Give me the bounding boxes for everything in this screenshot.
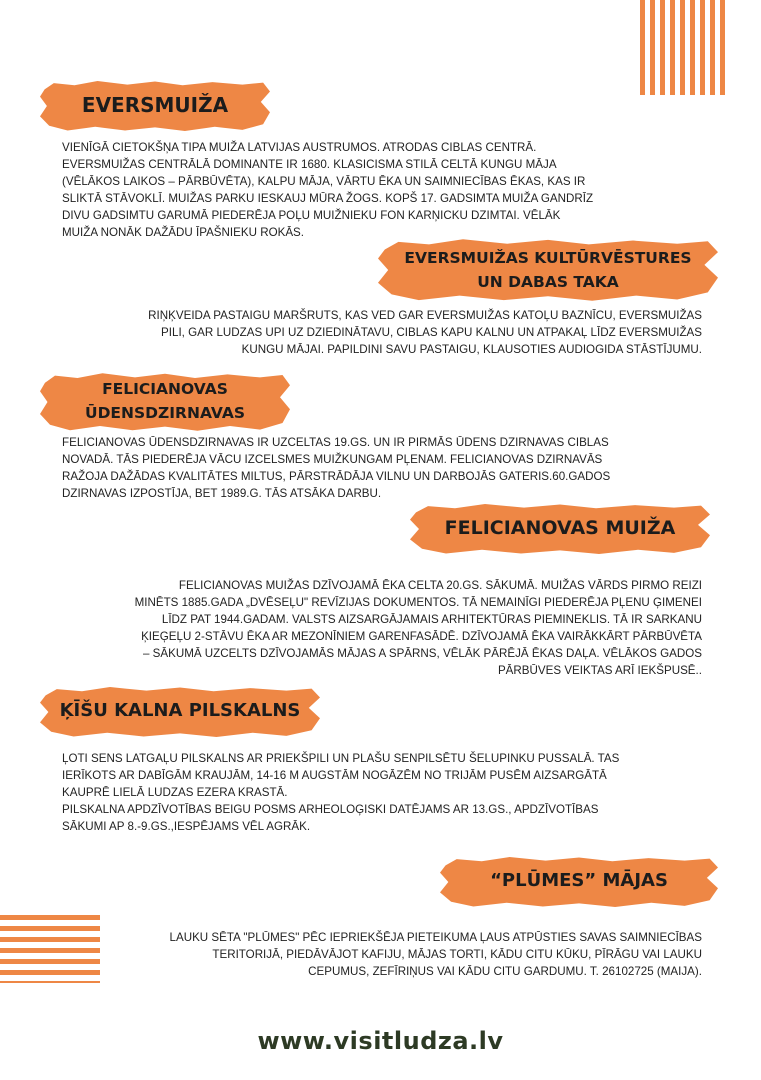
website-link[interactable]: www.visitludza.lv [257, 1027, 504, 1055]
section-text: VIENĪGĀ CIETOKŠŅA TIPA MUIŽA LATVIJAS AUSTRUMOS. ATRODAS CIBLAS CENTRĀ. EVERSMUIŽAS CENTRĀLĀ DOMINANTE IR 1680. KLASICISMA STILĀ CELTĀ KUNGU MĀJA (VĒLĀKOS LAIKOS – PĀRBŪVĒTA), KALPU MĀJA, VĀRTU ĒKA UN SAIMNIECĪBAS ĒKAS, KAS IR SLIKTĀ STĀVOKLĪ. MUIŽAS PARKU IESKAUJ MŪRA ŽOGS. KOPŠ 17. GADSIMTA MUIŽA GANDRĪZ DIVU GADSIMTU GARUMĀ PIEDERĒJA POĻU MUIŽNIEKU FON KARŅICKU DZIMTAI. VĒLĀK MUIŽA NONĀK DAŽĀDU ĪPAŠNIEKU ROKĀS. [62, 141, 594, 239]
section-text: RIŅĶVEIDA PASTAIGU MARŠRUTS, KAS VED GAR EVERSMUIŽAS KATOĻU BAZNĪCU, EVERSMUIŽAS PILI, GAR LUDZAS UPI UZ DZIEDINĀTAVU, CIBLAS KAPU KALNU UN ATPAKAĻ LĪDZ EVERSMUIŽAS KUNGU MĀJAI. PAPILDINI SAVU PASTAIGU, KLAUSOTIES AUDIOGIDA STĀSTĪJUMU. [148, 309, 702, 356]
section-title: EVERSMUIŽA [81, 93, 229, 117]
section-text: FELICIANOVAS MUIŽAS DZĪVOJAMĀ ĒKA CELTA 20.GS. SĀKUMĀ. MUIŽAS VĀRDS PIRMO REIZI MINĒTS 1885.GADA „DVĒSEĻU" REVĪZIJAS DOKUMENTOS. TĀ NEMAINĪGI PIEDERĒJA PĻENU ĢIMENEI LĪDZ PAT 1944.GADAM. VALSTS AIZSARGĀJAMAIS ARHITEKTŪRAS PIEMINEKLIS. TĀ IR SARKANU ĶIEĢEĻU 2-STĀVU ĒKA AR MEZONĪNIEM GARENFASĀDĒ. DZĪVOJAMĀ ĒKA VAIRĀKKĀRT PĀRBŪVĒTA – SĀKUMĀ UZCELTS DZĪVOJAMĀS MĀJAS A SPĀRNS, VĒLĀK PĀRĒJĀ ĒKAS DAĻA. VĒLĀKOS GADOS PĀRBŪVES VEIKTAS ARĪ IEKŠPUSĒ.. [134, 579, 702, 677]
section-title: “PLŪMES” MĀJAS [490, 870, 668, 891]
decorative-stripes-top-right [640, 0, 725, 95]
section-title: EVERSMUIŽAS KULTŪRVĒSTURES UN DABAS TAKA [404, 249, 692, 291]
section-text: ĻOTI SENS LATGAĻU PILSKALNS AR PRIEKŠPILI UN PLAŠU SENPILSĒTU ŠELUPINKU PUSSALĀ. TAS IERĪKOTS AR DABĪGĀM KRAUJĀM, 14-16 M AUGSTĀM NOGĀZĒM NO TRIJĀM PUSĒM AIZSARGĀTĀ KAUPRĒ LIELĀ LUDZAS EZERA KRASTĀ. PILSKALNA APDZĪVOTĪBAS BEIGU POSMS ARHEOLOĢISKI DATĒJAMS AR 13.GS., APDZĪVOTĪBAS SĀKUMI AP 8.-9.GS.,IESPĒJAMS VĒL AGRĀK. [62, 752, 620, 833]
section-text: LAUKU SĒTA "PLŪMES" PĒC IEPRIEKŠĒJA PIETEIKUMA ĻAUS ATPŪSTIES SAVAS SAIMNIECĪBAS TERITORIJĀ, PIEDĀVĀJOT KAFIJU, MĀJAS TORTI, KĀDU CITU KŪKU, PĪRĀGU VAI LAUKU CEPUMUS, ZEFĪRIŅUS VAI KĀDU CITU GARDUMU. T. 26102725 (MAIJA). [169, 931, 702, 978]
section-title: ĶĪŠU KALNA PILSKALNS [59, 700, 301, 721]
section-text: FELICIANOVAS ŪDENSDZIRNAVAS IR UZCELTAS 19.GS. UN IR PIRMĀS ŪDENS DZIRNAVAS CIBLAS NOVADĀ. TĀS PIEDERĒJA VĀCU IZCELSMES MUIŽKUNGAM PĻENAM. FELICIANOVAS DZIRNAVĀS RAŽOJA DAŽĀDAS KVALITĀTES MILTUS, PĀRSTRĀDĀJA VILNU UN DARBOJĀS GATERIS.60.GADOS DZIRNAVAS IZPOSTĪJA, BET 1989.G. TĀS ATSĀKA DARBU. [62, 436, 611, 500]
section-title: FELICIANOVAS MUIŽA [444, 517, 676, 539]
section-title: FELICIANOVAS ŪDENSDZIRNAVAS [84, 380, 245, 422]
